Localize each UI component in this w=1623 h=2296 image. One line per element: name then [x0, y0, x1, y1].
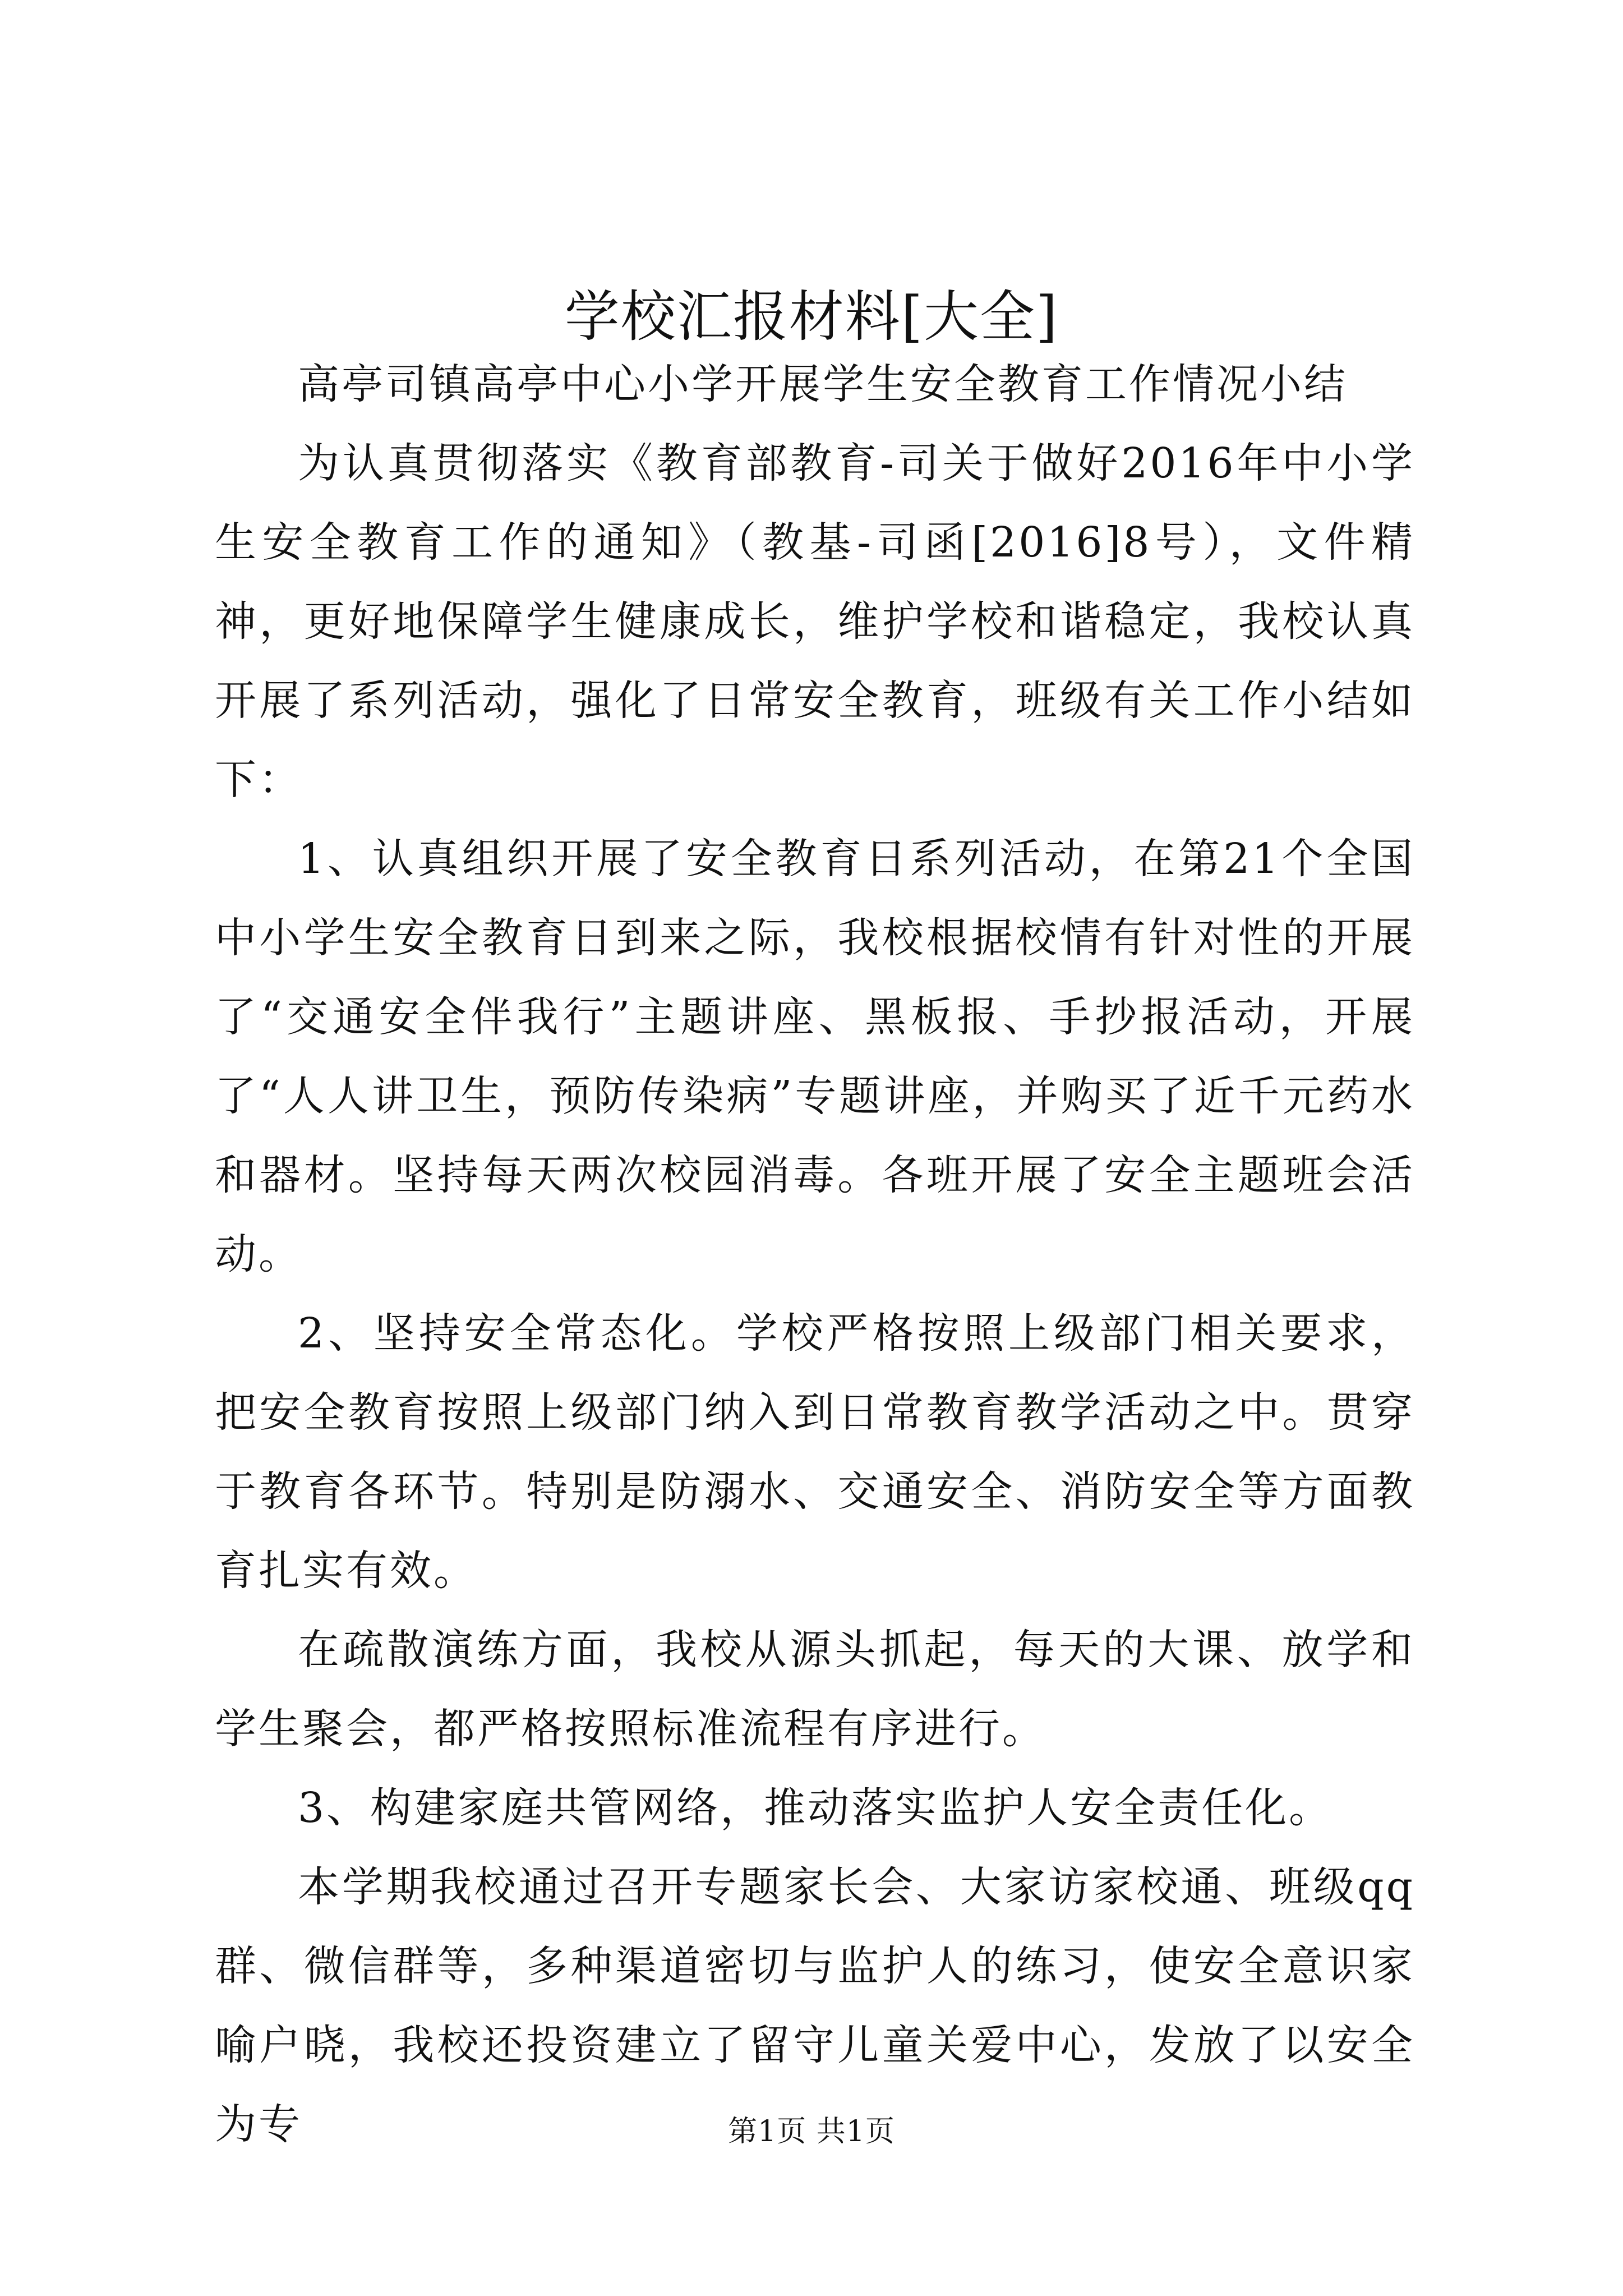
paragraph-subtitle: 高亭司镇高亭中心小学开展学生安全教育工作情况小结: [298, 360, 1348, 408]
document-title: 学校汇报材料[大全]: [564, 285, 1059, 349]
paragraph-item-1: 1、认真组织开展了安全教育日系列活动，在第21个全国中小学生安全教育日到来之际，我校根据校情有针对性的开展了“交通安全伴我行”主题讲座、黑板报、手抄报活动，开展了“人人讲卫生，预防传染病”专题讲座，并购买了近千元药水和器材。坚持每天两次校园消毒。各班开展了安全主题班会活动。: [215, 835, 1415, 1278]
paragraph-evacuation: 在疏散演练方面，我校从源头抓起，每天的大课、放学和学生聚会，都严格按照标准流程有序进行。: [215, 1626, 1415, 1753]
paragraph-item-2: 2、坚持安全常态化。学校严格按照上级部门相关要求，把安全教育按照上级部门纳入到日常教育教学活动之中。贯穿于教育各环节。特别是防溺水、交通安全、消防安全等方面教育扎实有效。: [215, 1309, 1415, 1595]
paragraph-item-3: 3、构建家庭共管网络，推动落实监护人安全责任化。: [298, 1784, 1333, 1832]
page-footer: 第1页 共1页: [728, 2115, 895, 2148]
paragraph-family: 本学期我校通过召开专题家长会、大家访家校通、班级qq群、微信群等，多种渠道密切与监护人的练习，使安全意识家喻户晓，我校还投资建立了留守儿童关爱中心，发放了以安全为专: [215, 1863, 1415, 2148]
paragraph-intro: 为认真贯彻落实《教育部教育-司关于做好2016年中小学生安全教育工作的通知》（教基-司函[2016]8号），文件精神，更好地保障学生健康成长，维护学校和谐稳定，我校认真开展了系列活动，强化了日常安全教育，班级有关工作小结如下：: [215, 439, 1415, 804]
document-body: [215, 345, 1415, 2164]
